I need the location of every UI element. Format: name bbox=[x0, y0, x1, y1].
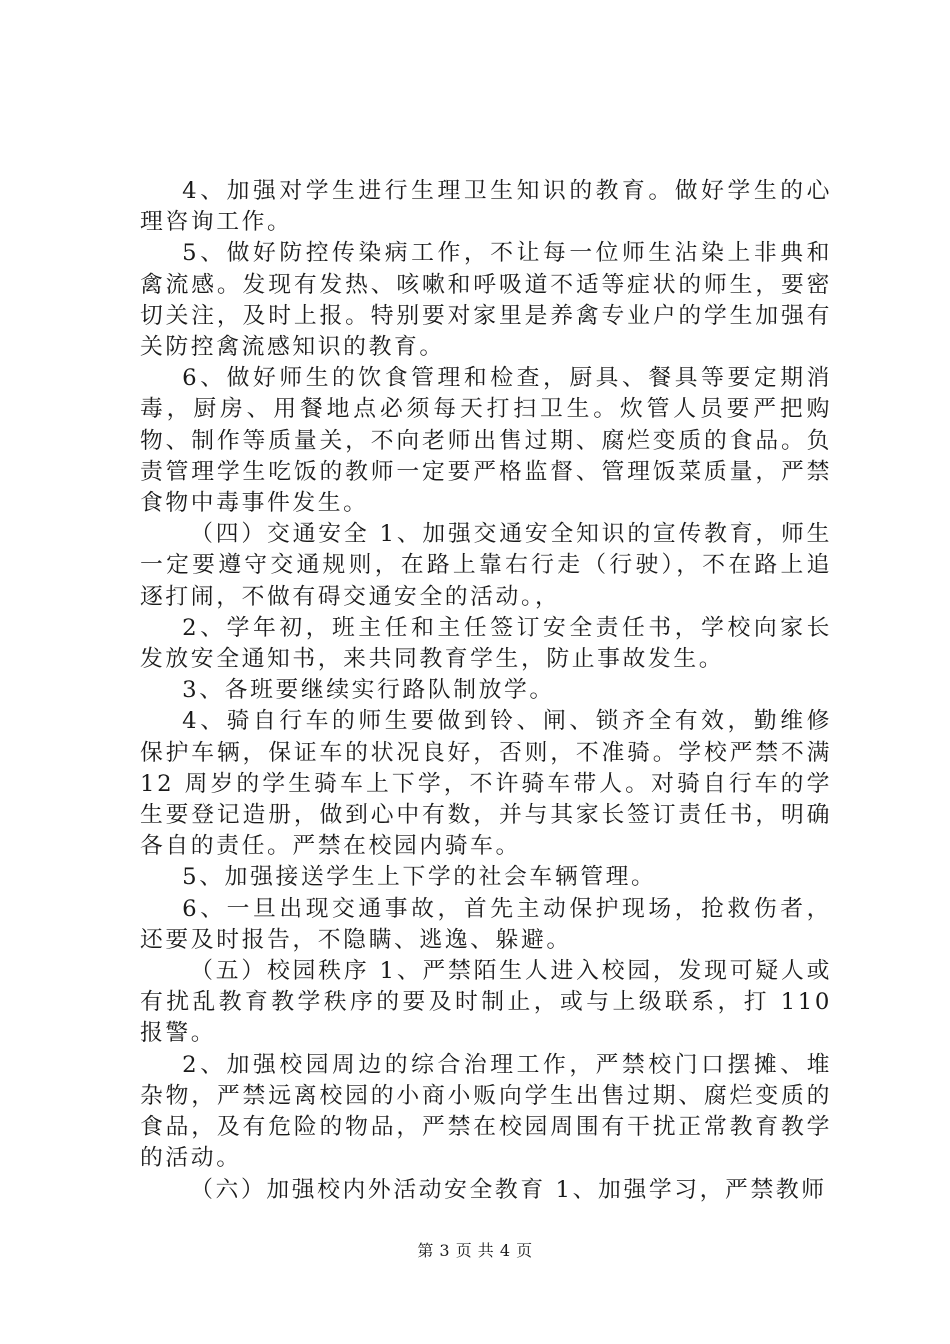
paragraph-vehicle-management: 5、加强接送学生上下学的社会车辆管理。 bbox=[182, 864, 657, 891]
paragraph-disease-prevention: 5、做好防控传染病工作，不让每一位师生沾染上非典和禽流感。发现有发热、咳嗽和呼吸道不适等症状的师生，要密切关注，及时上报。特别要对家里是养禽专业户的学生加强有关防控禽流感知识的教育。 bbox=[140, 240, 832, 361]
paragraph-campus-surroundings: 2、加强校园周边的综合治理工作，严禁校门口摆摊、堆杂物，严禁远离校园的小商小贩向学生出售过期、腐烂变质的食品，及有危险的物品，严禁在校园周围有干扰正常教育教学的活动。 bbox=[140, 1051, 832, 1172]
paragraph-campus-order: （五）校园秩序 1、严禁陌生人进入校园，发现可疑人或有扰乱教育教学秩序的要及时制止，或与上级联系，打 110 报警。 bbox=[140, 958, 832, 1047]
document-body bbox=[140, 176, 832, 1206]
paragraph-road-team: 3、各班要继续实行路队制放学。 bbox=[182, 677, 555, 704]
paragraph-safety-responsibility: 2、学年初，班主任和主任签订安全责任书，学校向家长发放安全通知书，来共同教育学生，防止事故发生。 bbox=[140, 614, 832, 673]
page-footer: 第 3 页 共 4 页 bbox=[417, 1241, 533, 1260]
paragraph-food-safety: 6、做好师生的饮食管理和检查，厨具、餐具等要定期消毒，厨房、用餐地点必须每天打扫卫生。炊管人员要严把购物、制作等质量关，不向老师出售过期、腐烂变质的食品。负责管理学生吃饭的教师一定要严格监督、管理饭菜质量，严禁食物中毒事件发生。 bbox=[140, 365, 832, 517]
paragraph-activity-safety: （六）加强校内外活动安全教育 1、加强学习，严禁教师 bbox=[190, 1176, 827, 1203]
paragraph-traffic-safety: （四）交通安全 1、加强交通安全知识的宣传教育，师生一定要遵守交通规则，在路上靠右行走（行驶），不在路上追逐打闹，不做有碍交通安全的活动。， bbox=[140, 521, 832, 610]
paragraph-traffic-accident: 6、一旦出现交通事故，首先主动保护现场，抢救伤者，还要及时报告，不隐瞒、逃逸、躲避。 bbox=[140, 895, 832, 953]
paragraph-health-education: 4、加强对学生进行生理卫生知识的教育。做好学生的心理咨询工作。 bbox=[140, 178, 832, 236]
paragraph-bicycle-rules: 4、骑自行车的师生要做到铃、闸、锁齐全有效，勤维修保护车辆，保证车的状况良好，否则，不准骑。学校严禁不满 12 周岁的学生骑车上下学，不许骑车带人。对骑自行车的学生要登记造册，做到心中有数，并与其家长签订责任书，明确各自的责任。严禁在校园内骑车。 bbox=[140, 708, 832, 860]
